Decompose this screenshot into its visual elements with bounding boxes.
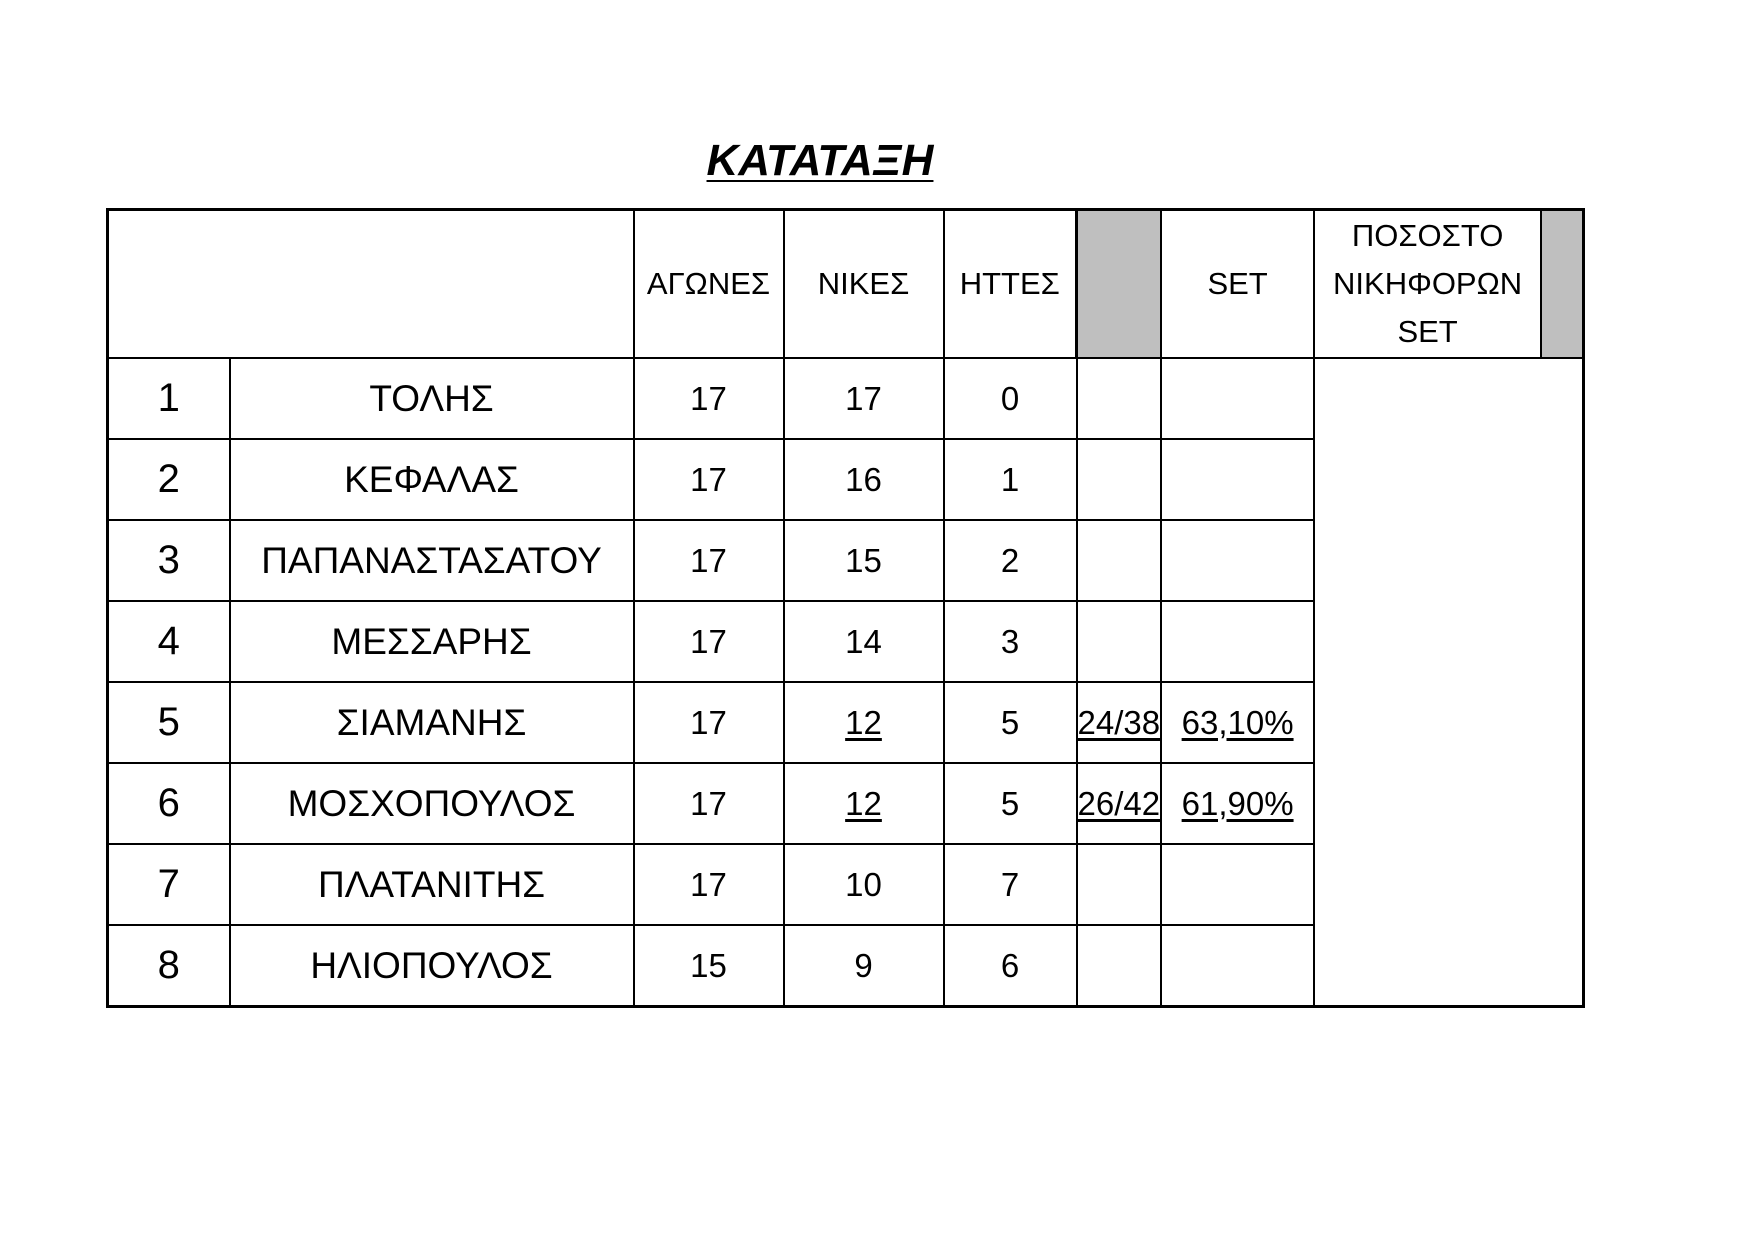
player-name-cell [230,439,634,520]
player-name-cell-value: ΠΛΑΤΑΝΙΤΗΣ [317,863,546,905]
table-row [108,601,1584,682]
rank-cell-value: 2 [157,457,180,501]
player-name-cell-value: ΜΟΣΧΟΠΟΥΛΟΣ [287,782,576,824]
agones-cell-value: 17 [690,784,727,822]
agones-cell-value: 17 [690,460,727,498]
rank-cell-value: 4 [157,619,180,663]
nikes-cell-value: 12 [845,703,882,741]
httes-cell [944,520,1077,601]
header-httes: ΗΤΤΕΣ [944,210,1077,359]
table-row [108,439,1584,520]
page-title: ΚΑΤΑΤΑΞΗ [706,136,934,185]
httes-cell [944,601,1077,682]
set-cell-value: 26/42 [1077,784,1161,822]
player-name-cell-value: ΣΙΑΜΑΝΗΣ [336,701,527,743]
agones-cell [634,439,784,520]
set-cell [1077,358,1162,439]
table-row [108,358,1584,439]
player-name-cell [230,925,634,1007]
header-row [108,210,1584,359]
httes-cell [944,358,1077,439]
agones-cell [634,925,784,1007]
httes-cell-value: 5 [1000,784,1020,822]
httes-cell-value: 3 [1000,622,1020,660]
set-cell-value: 24/38 [1077,703,1161,741]
agones-cell [634,844,784,925]
pososto-cell [1161,520,1314,601]
header-empty-cell [108,210,634,359]
httes-cell-value: 6 [1000,946,1020,984]
rank-cell-value: 3 [157,538,180,582]
gray-right-column [1541,210,1583,359]
nikes-cell-value: 15 [845,541,882,579]
pososto-cell [1161,844,1314,925]
agones-cell-value: 17 [690,541,727,579]
nikes-cell-value: 10 [845,865,882,903]
player-name-cell [230,844,634,925]
httes-cell [944,925,1077,1007]
pososto-cell-value: 63,10% [1181,703,1294,741]
rank-cell [108,439,230,520]
gray-separator-column [1077,210,1162,359]
table-row [108,763,1584,844]
player-name-cell [230,601,634,682]
rank-cell [108,682,230,763]
player-name-cell [230,763,634,844]
pososto-cell [1161,439,1314,520]
agones-cell-value: 15 [690,946,727,984]
header-pososto [1314,210,1541,359]
set-cell [1077,682,1162,763]
httes-cell [944,844,1077,925]
pososto-cell [1161,682,1314,763]
agones-cell [634,520,784,601]
agones-cell-value: 17 [690,865,727,903]
header-pososto-line3: SET [1397,314,1458,349]
set-cell [1077,925,1162,1007]
set-cell [1077,439,1162,520]
rank-cell [108,763,230,844]
set-cell [1077,520,1162,601]
set-cell [1077,601,1162,682]
player-name-cell-value: ΗΛΙΟΠΟΥΛΟΣ [310,944,553,986]
nikes-cell-value: 12 [845,784,882,822]
rank-cell-value: 1 [157,376,180,420]
nikes-cell [784,358,944,439]
httes-cell-value: 0 [1000,379,1020,417]
player-name-cell [230,358,634,439]
agones-cell [634,682,784,763]
rank-cell [108,358,230,439]
httes-cell-value: 2 [1000,541,1020,579]
httes-cell-value: 7 [1000,865,1020,903]
pososto-cell [1161,925,1314,1007]
httes-cell [944,439,1077,520]
player-name-cell-value: ΠΑΠΑΝΑΣΤΑΣΑΤΟΥ [261,539,602,581]
nikes-cell [784,844,944,925]
nikes-cell-value: 17 [845,379,882,417]
pososto-cell [1161,601,1314,682]
agones-cell-value: 17 [690,622,727,660]
rank-cell-value: 6 [157,781,180,825]
header-pososto-line2: ΝΙΚΗΦΟΡΩΝ [1333,266,1523,301]
player-name-cell-value: ΤΟΛΗΣ [369,377,494,419]
httes-cell [944,763,1077,844]
pososto-cell [1161,358,1314,439]
nikes-cell-value: 14 [845,622,882,660]
header-nikes: ΝΙΚΕΣ [784,210,944,359]
rank-cell-value: 7 [157,862,180,906]
agones-cell [634,763,784,844]
nikes-cell [784,925,944,1007]
rank-cell [108,844,230,925]
pososto-cell [1161,763,1314,844]
player-name-cell-value: ΚΕΦΑΛΑΣ [344,458,519,500]
rank-cell [108,925,230,1007]
nikes-cell [784,439,944,520]
nikes-cell [784,520,944,601]
player-name-cell-value: ΜΕΣΣΑΡΗΣ [331,620,532,662]
nikes-cell-value: 9 [854,946,873,984]
httes-cell-value: 1 [1000,460,1020,498]
header-agones: ΑΓΩΝΕΣ [634,210,784,359]
pososto-cell-value: 61,90% [1181,784,1294,822]
rank-cell-value: 5 [157,700,180,744]
standings-table [106,208,1585,1008]
rank-cell [108,601,230,682]
table-row [108,925,1584,1007]
httes-cell [944,682,1077,763]
agones-cell-value: 17 [690,703,727,741]
header-pososto-line1: ΠΟΣΟΣΤΟ [1351,218,1504,253]
set-cell [1077,844,1162,925]
table-row [108,682,1584,763]
nikes-cell-value: 16 [845,460,882,498]
table-row [108,844,1584,925]
agones-cell-value: 17 [690,379,727,417]
nikes-cell [784,601,944,682]
httes-cell-value: 5 [1000,703,1020,741]
agones-cell [634,601,784,682]
rank-cell [108,520,230,601]
table-row [108,520,1584,601]
player-name-cell [230,520,634,601]
rank-cell-value: 8 [157,943,180,987]
agones-cell [634,358,784,439]
nikes-cell [784,763,944,844]
player-name-cell [230,682,634,763]
header-set: SET [1161,210,1314,359]
nikes-cell [784,682,944,763]
set-cell [1077,763,1162,844]
